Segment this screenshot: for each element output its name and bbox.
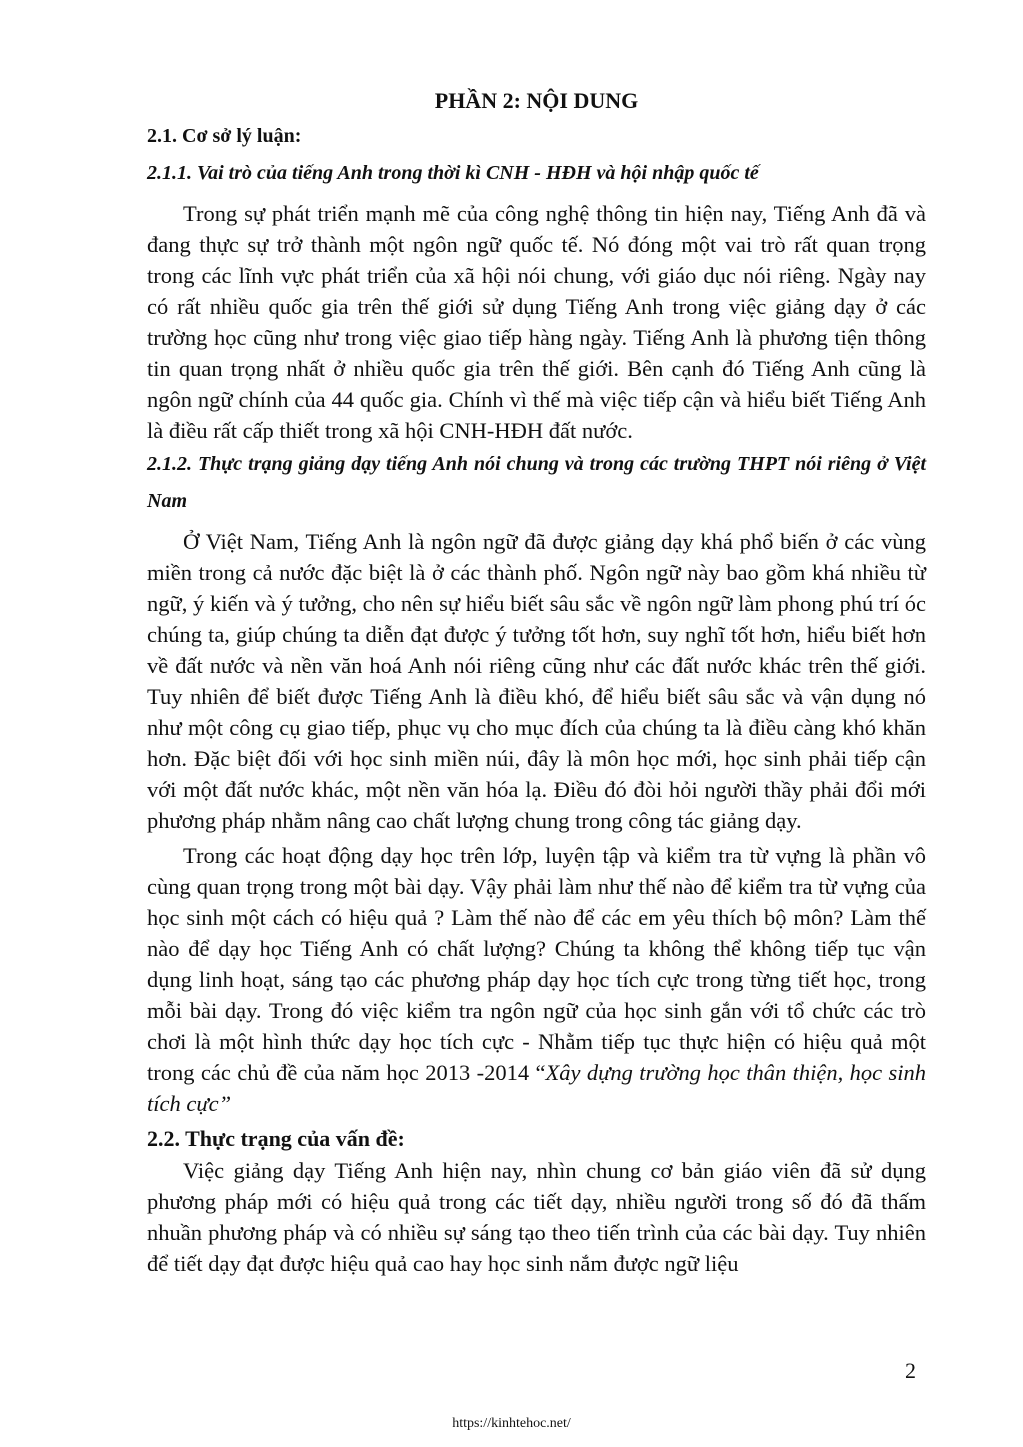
- paragraph-2: Ở Việt Nam, Tiếng Anh là ngôn ngữ đã được giảng dạy khá phổ biến ở các vùng miền trong cả nước đặc biệt là ở các thành phố. Ngôn ngữ này bao gồm khá nhiều từ ngữ, ý kiến và ý tưởng, cho nên sự hiểu biết sâu sắc về ngôn ngữ làm phong phú trí óc chúng ta, giúp chúng ta diễn đạt được ý tưởng tốt hơn, suy nghĩ tốt hơn, hiểu biết hơn về đất nước và nền văn hoá Anh nói riêng cũng như các đất nước khác trên thế giới. Tuy nhiên để biết được Tiếng Anh là điều khó, để hiểu biết sâu sắc và vận dụng nó như một công cụ giao tiếp, phục vụ cho mục đích của chúng ta là điều càng khó khăn hơn. Đặc biệt đối với học sinh miền núi, đây là môn học mới, học sinh phải tiếp cận với một đất nước khác, một nền văn hóa lạ. Điều đó đòi hỏi người thầy phải đổi mới phương pháp nhằm nâng cao chất lượng chung trong công tác giảng dạy.: [147, 529, 926, 833]
- paragraph-1: Trong sự phát triển mạnh mẽ của công nghệ thông tin hiện nay, Tiếng Anh đã và đang thực sự trở thành một ngôn ngữ quốc tế. Nó đóng một vai trò rất quan trọng trong các lĩnh vực phát triển của xã hội nói chung, với giáo dục nói riêng. Ngày nay có rất nhiều quốc gia trên thế giới sử dụng Tiếng Anh trong việc giảng dạy ở các trường học cũng như trong việc giao tiếp hàng ngày. Tiếng Anh là phương tiện thông tin quan trọng nhất ở nhiều quốc gia trên thế giới. Bên cạnh đó Tiếng Anh cũng là ngôn ngữ chính của 44 quốc gia. Chính vì thế mà việc tiếp cận và hiểu biết Tiếng Anh là điều rất cấp thiết trong xã hội CNH-HĐH đất nước.: [147, 201, 926, 443]
- paragraph-3-italic-quote: Xây dựng trường học thân thiện, học sinh tích cực”: [147, 1060, 926, 1116]
- footer-url[interactable]: https://kinhtehoc.net/: [452, 1416, 571, 1431]
- paragraph-3-text: Trong các hoạt động dạy học trên lớp, luyện tập và kiểm tra từ vựng là phần vô cùng quan trọng trong một bài dạy. Vậy phải làm như thế nào để kiểm tra từ vựng của học sinh một cách có hiệu quả ? Làm thế nào để các em yêu thích bộ môn? Làm thế nào để dạy học Tiếng Anh có chất lượng? Chúng ta không thể không tiếp tục vận dụng linh hoạt, sáng tạo các phương pháp dạy học tích cực trong từng tiết học, trong mỗi bài dạy. Trong đó việc kiểm tra ngôn ngữ của học sinh gắn với tổ chức các trò chơi là một hình thức dạy học tích cực - Nhằm tiếp tục thực hiện có hiệu quả một trong các chủ đề của năm học 2013 -2014 “: [147, 843, 926, 1085]
- section-heading-2-2: 2.2. Thực trạng của vấn đề:: [147, 1126, 405, 1151]
- section-heading-2-1: 2.1. Cơ sở lý luận:: [147, 125, 302, 147]
- page-title: PHẦN 2: NỘI DUNG: [434, 88, 639, 113]
- subsection-heading-2-1-2: 2.1.2. Thực trạng giảng dạy tiếng Anh nói chung và trong các trường THPT nói riêng ở Việt Nam: [147, 453, 926, 512]
- paragraph-3: [147, 840, 926, 1119]
- document-page: [147, 86, 926, 1279]
- paragraph-4: Việc giảng dạy Tiếng Anh hiện nay, nhìn chung cơ bản giáo viên đã sử dụng phương pháp mới có hiệu quả trong các tiết dạy, nhiều người trong số đó đã thấm nhuần phương pháp và có nhiều sự sáng tạo theo tiến trình của các bài dạy. Tuy nhiên để tiết dạy đạt được hiệu quả cao hay học sinh nắm được ngữ liệu: [147, 1158, 926, 1276]
- page-number: 2: [905, 1358, 916, 1383]
- subsection-heading-2-1-1: 2.1.1. Vai trò của tiếng Anh trong thời kì CNH - HĐH và hội nhập quốc tế: [147, 162, 759, 184]
